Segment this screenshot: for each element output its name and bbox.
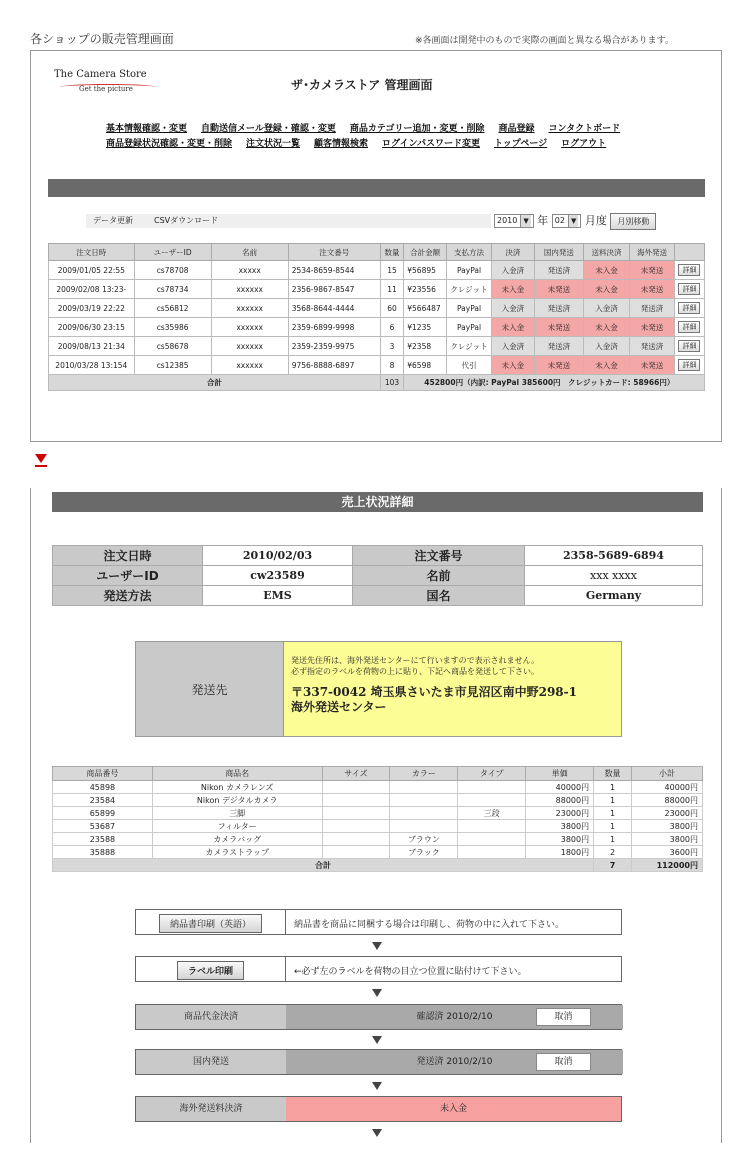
value-order-date: 2010/02/03 [203,546,353,566]
table-cell [322,820,390,833]
nav-link-logout[interactable]: ログアウト [561,139,607,149]
table-cell: 発送済 [630,337,675,356]
items-table [52,766,703,872]
table-cell [322,794,390,807]
table-cell: 発送済 [534,299,583,318]
label-ship-method: 発送方法 [53,586,203,606]
table-cell: 未入金 [584,356,630,375]
table-cell: cs56812 [134,299,211,318]
table-cell: PayPal [447,318,492,337]
table-row [53,846,703,859]
table-cell: xxxxxx [211,337,288,356]
logo-swoosh-icon [60,84,156,90]
table-cell: 65899 [53,807,153,820]
table-cell: 未発送 [630,318,675,337]
order-detail-panel [30,488,722,1143]
table-cell [322,807,390,820]
down-arrow-icon [35,454,47,463]
table-cell: 2359-2359-9975 [288,337,380,356]
table-cell: 2359-6899-9998 [288,318,380,337]
table-cell: xxxxxx [211,299,288,318]
order-info-table [52,545,703,606]
table-row [49,261,705,280]
payment-cancel-button[interactable]: 取消 [536,1008,591,1026]
table-cell: ¥6598 [404,356,447,375]
month-unit: 月度 [584,214,607,227]
domestic-cancel-button[interactable]: 取消 [536,1053,591,1071]
table-cell: ブラック [390,846,458,859]
section-bar [48,179,705,197]
label-order-no: 注文番号 [353,546,525,566]
nav-row-1 [106,121,634,134]
down-arrow-icon [372,989,382,997]
table-cell [458,794,526,807]
table-cell: 35888 [53,846,153,859]
table-cell: 3800円 [526,820,594,833]
table-cell: 2356-9867-8547 [288,280,380,299]
table-cell: 未入金 [492,318,535,337]
table-cell: 発送済 [630,299,675,318]
table-cell: xxxxxx [211,356,288,375]
payment-status: 確認済 2010/2/10 [286,1005,623,1029]
label-name: 名前 [353,566,525,586]
orders-header-cell: 合計金額 [404,244,447,261]
csv-download-link[interactable]: CSVダウンロード [154,216,219,225]
items-total-label: 合計 [53,859,594,872]
table-cell: 1800円 [526,846,594,859]
orders-header-cell: 支払方法 [447,244,492,261]
label-print-button[interactable]: ラベル印刷 [177,961,244,980]
down-arrow-icon [372,1129,382,1137]
ship-to-label: 発送先 [135,641,284,737]
chevron-down-icon: ▼ [520,215,530,227]
orders-header-cell: 名前 [211,244,288,261]
items-header-cell: 商品番号 [53,767,153,781]
table-row [49,337,705,356]
table-cell: ¥2358 [404,337,447,356]
items-total-row [53,859,703,872]
table-cell: 3600円 [632,846,703,859]
nav-link-product-register[interactable]: 商品登録 [498,124,535,134]
table-cell: 3568-8644-4444 [288,299,380,318]
detail-button[interactable]: 詳細 [678,264,700,276]
domestic-ship-label: 国内発送 [136,1050,286,1074]
table-cell: cs12385 [134,356,211,375]
total-amount: 452800円（内訳: PayPal 385600円 クレジットカード: 58966円） [404,375,705,391]
table-cell: 入金済 [492,337,535,356]
table-cell [458,781,526,794]
orders-table [48,243,705,391]
table-cell: cs78708 [134,261,211,280]
table-cell: 代引 [447,356,492,375]
orders-header-cell: 送料決済 [584,244,630,261]
orders-header-cell: 注文日時 [49,244,135,261]
payment-label: 商品代金決済 [136,1005,286,1029]
table-cell: クレジット [447,337,492,356]
items-header-cell: タイプ [458,767,526,781]
table-cell [458,846,526,859]
table-cell: 三段 [458,807,526,820]
table-cell: 40000円 [632,781,703,794]
table-cell: 23000円 [526,807,594,820]
toolbar [86,214,491,228]
table-cell: ¥56895 [404,261,447,280]
table-cell: 8 [380,356,404,375]
year-unit: 年 [537,214,549,227]
table-cell: 発送済 [534,337,583,356]
items-header-cell: カラー [390,767,458,781]
table-cell: ¥566487 [404,299,447,318]
intl-ship-fee-status: 未入金 [286,1097,621,1121]
table-cell [322,846,390,859]
table-cell: cs78734 [134,280,211,299]
logo-tagline: Get the picture [79,85,133,93]
total-qty: 103 [380,375,404,391]
table-cell: PayPal [447,299,492,318]
domestic-ship-status: 発送済 2010/2/10 [286,1050,623,1074]
table-cell: 未入金 [492,280,535,299]
table-cell [458,833,526,846]
table-cell [390,781,458,794]
table-cell [458,820,526,833]
down-arrow-icon [372,1082,382,1090]
table-cell: 未発送 [630,261,675,280]
nav-row-2 [106,136,620,149]
table-cell: xxxxx [211,261,288,280]
table-cell: 53687 [53,820,153,833]
nav-link-orders[interactable]: 注文状況一覧 [246,139,301,149]
table-cell: 2009/06/30 23:15 [49,318,135,337]
detail-button[interactable]: 詳細 [678,302,700,314]
table-cell [322,781,390,794]
label-print-row [135,956,622,982]
table-cell: 入金済 [584,299,630,318]
table-cell: 23584 [53,794,153,807]
table-cell: 1 [594,807,632,820]
label-country: 国名 [353,586,525,606]
table-cell: 未入金 [584,280,630,299]
value-order-no: 2358-5689-6894 [525,546,703,566]
table-cell: 未発送 [534,318,583,337]
nav-link-contact-board[interactable]: コンタクトボード [548,124,621,134]
detail-button[interactable]: 詳細 [678,359,700,371]
table-cell: PayPal [447,261,492,280]
table-cell: カメラバッグ [152,833,322,846]
table-cell: 11 [380,280,404,299]
table-cell: 40000円 [526,781,594,794]
table-cell [390,794,458,807]
orders-header-cell: 国内発送 [534,244,583,261]
nav-link-basic-info[interactable]: 基本情報確認・変更 [106,124,188,134]
table-cell: 2009/01/05 22:55 [49,261,135,280]
items-total-qty: 7 [594,859,632,872]
store-logo[interactable] [54,69,159,93]
table-row [49,280,705,299]
year-select[interactable]: 2010 ▼ [494,214,534,228]
table-cell: 23000円 [632,807,703,820]
detail-button[interactable]: 詳細 [678,340,700,352]
table-cell: 三脚 [152,807,322,820]
items-header-cell: 数量 [594,767,632,781]
page-note: ※各画面は開発中のもので実際の画面と異なる場合があります。 [415,36,674,46]
nav-link-password[interactable]: ログインパスワード変更 [382,139,480,149]
table-row [53,807,703,820]
table-cell: 未発送 [630,280,675,299]
down-arrow-icon [372,1036,382,1044]
table-cell: 9756-8888-6897 [288,356,380,375]
table-cell: 15 [380,261,404,280]
table-cell: クレジット [447,280,492,299]
table-cell: Nikon カメラレンズ [152,781,322,794]
table-cell: ブラウン [390,833,458,846]
down-arrow-icon [372,942,382,950]
value-ship-method: EMS [203,586,353,606]
table-cell: 未入金 [584,261,630,280]
table-cell [390,820,458,833]
table-cell: フィルター [152,820,322,833]
table-cell: 1 [594,794,632,807]
ship-note-1: 発送先住所は、海外発送センターにて行いますので表示されません。 [291,656,540,665]
detail-title: 売上状況詳細 [52,492,703,512]
items-header-cell: 単価 [526,767,594,781]
table-row [49,356,705,375]
nav-link-top[interactable]: トップページ [493,139,548,149]
table-cell [390,807,458,820]
table-cell: 入金済 [584,337,630,356]
month-picker [494,212,656,230]
table-cell: 88000円 [526,794,594,807]
delivery-note-text: 納品書を商品に同梱する場合は印刷し、荷物の中に入れて下さい。 [294,920,565,930]
label-order-date: 注文日時 [53,546,203,566]
items-header-cell: 商品名 [152,767,322,781]
items-total-amount: 112000円 [632,859,703,872]
table-cell: 2534-8659-8544 [288,261,380,280]
value-user-id: cw23589 [203,566,353,586]
delivery-note-row [135,909,622,935]
detail-button[interactable]: 詳細 [678,321,700,333]
table-cell [322,833,390,846]
ship-to-box [284,641,622,737]
table-cell: 1 [594,820,632,833]
total-label: 合計 [49,375,381,391]
orders-header-cell: 決済 [492,244,535,261]
table-cell: 2009/03/19 22:22 [49,299,135,318]
table-cell: 未発送 [534,280,583,299]
table-cell: 60 [380,299,404,318]
table-cell: Nikon デジタルカメラ [152,794,322,807]
nav-link-product-status[interactable]: 商品登録状況確認・変更・削除 [106,139,233,149]
detail-button[interactable]: 詳細 [678,283,700,295]
table-cell: 未入金 [492,356,535,375]
ship-address-1: 〒337-0042 埼玉県さいたま市見沼区南中野298-1 [291,685,577,699]
admin-title: ザ･カメラストア 管理画面 [291,78,433,92]
table-cell: 2 [594,846,632,859]
table-row [53,794,703,807]
label-user-id: ユーザーID [53,566,203,586]
table-cell: 3800円 [632,820,703,833]
table-cell: 2009/02/08 13:23- [49,280,135,299]
table-cell: 入金済 [492,299,535,318]
logo-name: The Camera Store [54,69,147,80]
table-cell: 23588 [53,833,153,846]
orders-header-cell: ユーザーID [134,244,211,261]
table-cell: 3800円 [632,833,703,846]
nav-link-customer-search[interactable]: 顧客情報検索 [314,139,369,149]
value-country: Germany [525,586,703,606]
arrow-line [35,465,47,467]
orders-total-row [49,375,705,391]
table-cell: 発送済 [534,261,583,280]
table-cell: 3800円 [526,833,594,846]
nav-link-category[interactable]: 商品カテゴリー追加・変更・削除 [349,124,485,134]
orders-header-cell [674,244,704,261]
chevron-down-icon: ▼ [568,215,578,227]
data-update-link[interactable]: データ更新 [93,216,133,225]
delivery-note-print-button[interactable]: 納品書印刷（英語） [159,914,262,933]
table-cell: xxxxxx [211,280,288,299]
page-title: 各ショップの販売管理画面 [30,32,174,46]
intl-ship-fee-row [135,1096,622,1122]
table-cell: 入金済 [492,261,535,280]
table-cell: 2010/03/28 13:154 [49,356,135,375]
table-cell: 45898 [53,781,153,794]
table-cell: 3 [380,337,404,356]
orders-header-cell: 海外発送 [630,244,675,261]
table-cell: 88000円 [632,794,703,807]
month-select[interactable]: 02 ▼ [552,214,582,228]
order-list-panel [30,50,722,442]
table-cell: 1 [594,781,632,794]
table-cell: xxxxxx [211,318,288,337]
table-row [53,781,703,794]
orders-header-cell: 数量 [380,244,404,261]
table-cell: 2009/08/13 21:34 [49,337,135,356]
month-move-button[interactable]: 月別移動 [610,213,656,230]
table-cell: 6 [380,318,404,337]
table-cell: 未発送 [534,356,583,375]
domestic-ship-row [135,1049,622,1075]
intl-ship-fee-label: 海外発送料決済 [136,1097,286,1121]
table-row [53,820,703,833]
orders-header-cell: 注文番号 [288,244,380,261]
value-name: xxx xxxx [525,566,703,586]
items-header-cell: 小計 [632,767,703,781]
table-cell: 未発送 [630,356,675,375]
table-row [49,299,705,318]
table-cell: cs35986 [134,318,211,337]
table-cell: ¥23556 [404,280,447,299]
table-cell: カメラストラップ [152,846,322,859]
table-row [53,833,703,846]
payment-row [135,1004,622,1030]
nav-link-auto-mail[interactable]: 自動送信メール登録・確認・変更 [201,124,336,134]
table-row [49,318,705,337]
table-cell: 未入金 [584,318,630,337]
table-cell: ¥1235 [404,318,447,337]
items-header-cell: サイズ [322,767,390,781]
ship-note-2: 必ず指定のラベルを荷物の上に貼り、下記へ商品を発送して下さい。 [291,667,539,676]
table-cell: cs58678 [134,337,211,356]
ship-address-2: 海外発送センター [291,700,387,714]
table-cell: 1 [594,833,632,846]
label-print-text: ←必ず左のラベルを荷物の目立つ位置に貼付けて下さい。 [294,967,527,977]
